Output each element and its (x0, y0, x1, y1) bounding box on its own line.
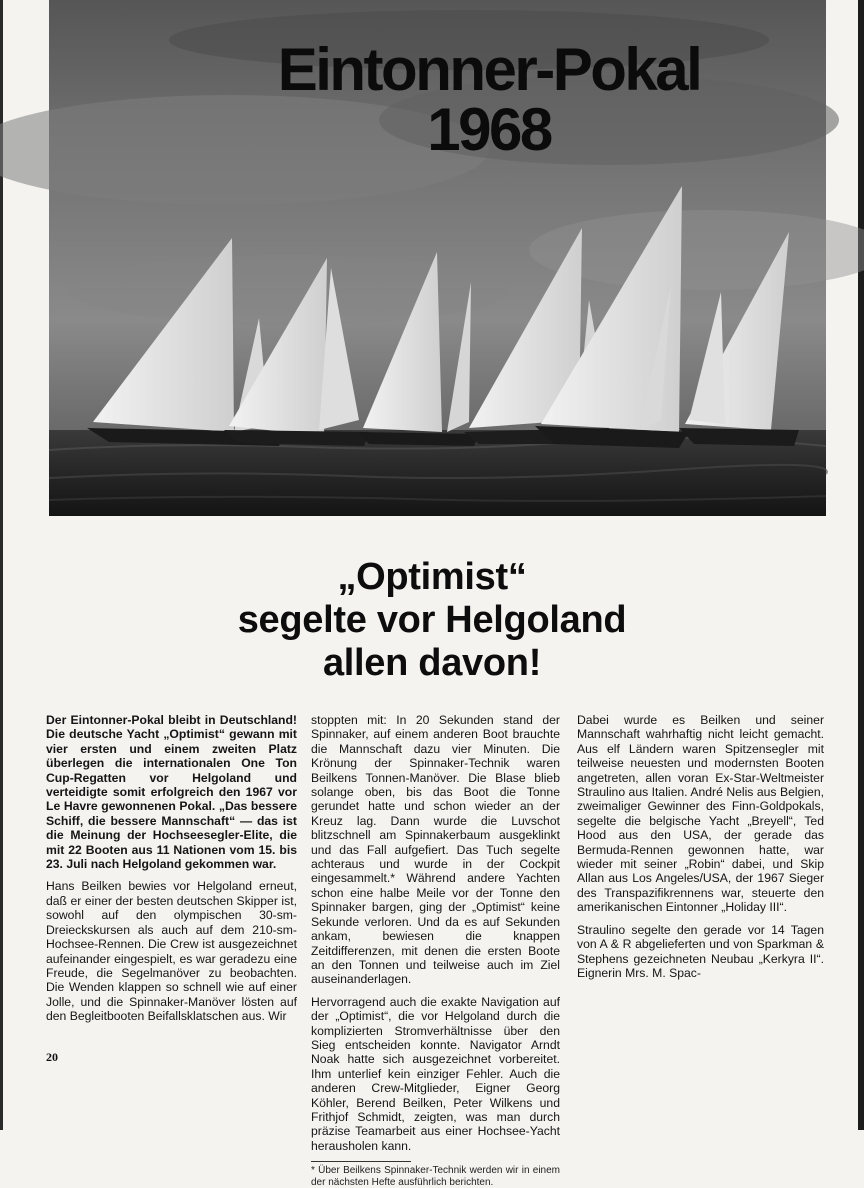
body-paragraph-3: Dabei wurde es Beilken und seiner Mannschaft wahrhaftig nicht leicht gemacht. Aus elf Ländern waren Spitzensegler mit teilweise neuesten und modernsten Booten angetreten, allen voran Ex-Star-Weltmeister Straulino aus Italien. André Nelis aus Belgien, zweimaliger Gewinner des Finn-Goldpokals, segelte die belgische Yacht „Breyell“, Ted Hood aus den USA, der gerade das Bermuda-Rennen gewonnen hatte, war wieder mit seiner „Robin“ dabei, und Skip Allan aus Los Angeles/USA, der 1967 Sieger des Transpazifikrennens war, steuerte den amerikanischen Eintonner „Holiday III“. (577, 713, 824, 915)
headline-line-1: „Optimist“ (337, 556, 527, 598)
regatta-photo (49, 0, 826, 516)
body-paragraph-2: Hervorragend auch die exakte Navigation auf der „Optimist“, die vor Helgoland durch die komplizierten Stromverhältnisse über den Sieg entscheiden konnte. Navigator Arndt Noak hatte sich ausgezeichnet vorbereitet. Ihm unterlief kein einziger Fehler. Auch die anderen Crew-Mitglieder, Eigner Georg Köhler, Berend Beilken, Peter Wilkens und Frithjof Schmidt, zeigten, was man durch präzise Teamarbeit aus einer Hochsee-Yacht herausholen kann. (311, 994, 560, 1153)
body-paragraph-1: Hans Beilken bewies vor Helgoland erneut, daß er einer der besten deutschen Skipper ist, sowohl auf den olympischen 30-sm-Dreieckskursen als auch auf dem 210-sm-Hochsee-Rennen. Die Crew ist ausgezeichnet aufeinander eingespielt, es war geradezu eine Freude, die Segelmanöver zu beobachten. Die Wenden klappen so schnell wie auf einer Jolle, und die Spinnaker-Manöver lösten auf den Begleitbooten Beifallsklatschen aus. Wir (46, 879, 297, 1024)
photo-title-line-1: Eintonner-Pokal (277, 36, 701, 103)
text-column-2 (311, 713, 560, 1188)
body-paragraph-1-continued: stoppten mit: In 20 Sekunden stand der Spinnaker, auf einem anderen Boot brauchte die Mannschaft dazu vier Minuten. Die Krönung der Spinnaker-Technik waren Beilkens Tonnen-Manöver. Die Blase blieb solange oben, bis das Boot die Tonne gerundet hatte und schon wieder an der Kreuz lag. Dann wurde die Luvschot blitzschnell am Spinnakerbaum ausgeklinkt und das Fall aufgefiert. Das Tuch segelte achteraus und wurde in der Cockpit eingesammelt.* Während andere Yachten schon eine halbe Meile vor der Tonne den Spinnaker bargen, ging der „Optimist“ keine Sekunde verloren. Und da es auf Sekunden ankam, bewiesen die knappen Zeitdifferenzen, mit denen die ersten Boote an den Tonnen und teilweise auch im Ziel auseinanderlagen. (311, 713, 560, 987)
scan-edge-right (858, 0, 864, 1130)
text-column-1 (46, 713, 297, 1032)
headline-line-3: allen davon! (322, 642, 542, 684)
page-number: 20 (46, 1050, 58, 1064)
photo-title (199, 36, 779, 163)
photo-title-line-2: 1968 (427, 96, 551, 163)
text-column-3 (577, 713, 824, 988)
footnote: * Über Beilkens Spinnaker-Technik werden wir in einem der nächsten Hefte ausführlich berichten. (311, 1165, 560, 1188)
footnote-divider (311, 1161, 411, 1162)
article-headline (150, 556, 714, 685)
lead-paragraph: Der Eintonner-Pokal bleibt in Deutschland! Die deutsche Yacht „Optimist“ gewann mit vier ersten und einem zweiten Platz überlegen die internationalen One Ton Cup-Regatten vor Helgoland und verteidigte somit erfolgreich den 1967 vor Le Havre gewonnenen Pokal. „Das bessere Schiff, die bessere Mannschaft“ — das ist die Meinung der Hochseesegler-Elite, die mit 22 Booten aus 11 Nationen vom 15. bis 23. Juli nach Helgoland gekommen war. (46, 713, 297, 872)
headline-line-2: segelte vor Helgoland (237, 599, 627, 641)
body-paragraph-4: Straulino segelte den gerade vor 14 Tagen von A & R abgelieferten und von Sparkman & Stephens gezeichneten Neubau „Kerkyra II“. Eignerin Mrs. M. Spac- (577, 922, 824, 980)
